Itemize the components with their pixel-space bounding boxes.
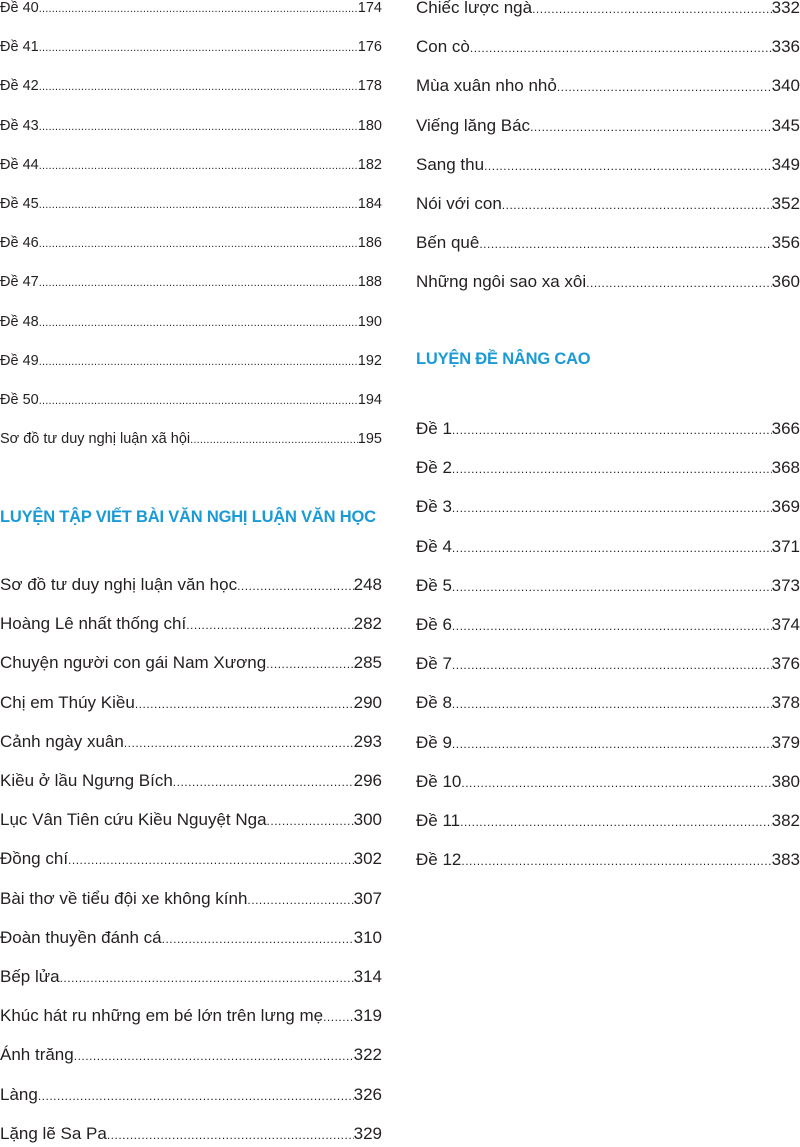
toc-entry bbox=[416, 419, 800, 439]
toc-dot-leader bbox=[39, 42, 358, 54]
toc-entry-title: Đề 10 bbox=[416, 771, 462, 791]
toc-entry bbox=[0, 392, 382, 408]
toc-entry-title: Viếng lăng Bác bbox=[416, 115, 531, 135]
toc-entry-title: Con cò bbox=[416, 37, 470, 57]
toc-entry bbox=[0, 693, 382, 713]
toc-entry bbox=[0, 274, 382, 290]
toc-dot-leader bbox=[68, 853, 354, 867]
toc-entry-page: 356 bbox=[771, 233, 800, 253]
toc-entry-title: Những ngôi sao xa xôi bbox=[416, 272, 587, 292]
toc-dot-leader bbox=[190, 434, 358, 446]
toc-entry-title: Đề 44 bbox=[0, 156, 39, 173]
toc-entry-page: 192 bbox=[357, 352, 382, 369]
toc-entry-title: Đề 43 bbox=[0, 117, 39, 134]
toc-entry-page: 366 bbox=[771, 419, 800, 438]
toc-entry-title: Lặng lẽ Sa Pa bbox=[0, 1123, 107, 1143]
toc-entry bbox=[416, 772, 800, 792]
toc-entry-page: 190 bbox=[357, 313, 382, 330]
toc-entry-title: Đề 3 bbox=[416, 497, 452, 517]
toc-entry bbox=[0, 353, 382, 369]
toc-dot-leader bbox=[237, 579, 354, 593]
toc-entry-page: 186 bbox=[357, 235, 382, 252]
toc-dot-leader bbox=[461, 776, 771, 790]
toc-dot-leader bbox=[39, 356, 358, 368]
toc-entry-title: Bến quê bbox=[416, 233, 480, 253]
section-heading-literature-essay: LUYỆN TẬP VIẾT BÀI VĂN NGHỊ LUẬN VĂN HỌC bbox=[0, 508, 376, 526]
toc-entry bbox=[416, 576, 800, 596]
toc-dot-leader bbox=[186, 618, 353, 632]
toc-dot-leader bbox=[479, 237, 771, 251]
toc-entry-page: 332 bbox=[771, 0, 800, 17]
toc-entry-page: 329 bbox=[353, 1123, 382, 1143]
toc-entry-page: 307 bbox=[353, 888, 382, 908]
toc-entry-page: 379 bbox=[771, 732, 800, 752]
toc-entry-page: 282 bbox=[353, 614, 382, 634]
toc-dot-leader bbox=[586, 276, 771, 290]
toc-entry bbox=[416, 811, 800, 831]
toc-entry bbox=[0, 889, 382, 909]
toc-dot-leader bbox=[461, 854, 771, 868]
toc-entry bbox=[416, 615, 800, 635]
toc-entry-title: Đề 41 bbox=[0, 39, 39, 56]
toc-entry bbox=[416, 194, 800, 214]
toc-dot-leader bbox=[39, 81, 358, 93]
toc-dot-leader bbox=[173, 775, 354, 789]
toc-entry bbox=[0, 575, 382, 595]
toc-dot-leader bbox=[74, 1049, 354, 1063]
toc-entry-title: Đề 6 bbox=[416, 615, 452, 634]
toc-entry-title: Cảnh ngày xuân bbox=[0, 731, 124, 751]
toc-dot-leader bbox=[39, 199, 358, 211]
toc-entry bbox=[0, 1085, 382, 1105]
toc-entry-page: 174 bbox=[357, 0, 382, 16]
toc-entry bbox=[416, 458, 800, 478]
toc-entry bbox=[0, 653, 382, 673]
toc-entry bbox=[0, 235, 382, 251]
toc-entry-page: 178 bbox=[357, 78, 382, 95]
toc-dot-leader bbox=[39, 395, 358, 407]
toc-dot-leader bbox=[39, 277, 358, 289]
toc-entry bbox=[0, 0, 382, 16]
toc-entry bbox=[0, 431, 382, 447]
toc-entry-title: Lục Vân Tiên cứu Kiều Nguyệt Nga bbox=[0, 810, 267, 830]
toc-entry-title: Đoàn thuyền đánh cá bbox=[0, 927, 162, 947]
toc-entry-page: 310 bbox=[353, 927, 382, 947]
toc-dot-leader bbox=[532, 2, 772, 16]
toc-entry-page: 188 bbox=[357, 274, 382, 291]
toc-dot-leader bbox=[452, 462, 772, 476]
toc-entry bbox=[0, 196, 382, 212]
toc-entry-title: Sơ đồ tư duy nghị luận văn học bbox=[0, 575, 238, 594]
toc-entry bbox=[0, 1124, 382, 1144]
toc-dot-leader bbox=[323, 1010, 354, 1024]
toc-entry bbox=[0, 928, 382, 948]
toc-entry bbox=[0, 157, 382, 173]
toc-entry-page: 290 bbox=[353, 692, 382, 712]
toc-entry-title: Đề 40 bbox=[0, 0, 39, 16]
toc-dot-leader bbox=[557, 80, 772, 94]
toc-entry bbox=[416, 272, 800, 292]
toc-entry bbox=[0, 118, 382, 134]
toc-entry-title: Chiếc lược ngà bbox=[416, 0, 533, 17]
toc-entry-title: Đề 49 bbox=[0, 352, 39, 369]
toc-dot-leader bbox=[452, 658, 772, 672]
toc-dot-leader bbox=[470, 41, 772, 55]
toc-dot-leader bbox=[452, 423, 772, 437]
toc-dot-leader bbox=[502, 198, 772, 212]
toc-entry-page: 378 bbox=[771, 693, 800, 713]
toc-entry bbox=[416, 0, 800, 18]
toc-entry bbox=[0, 732, 382, 752]
toc-dot-leader bbox=[124, 736, 354, 750]
toc-entry-title: Đề 1 bbox=[416, 419, 452, 438]
toc-entry-page: 340 bbox=[771, 76, 800, 96]
toc-entry-title: Đề 7 bbox=[416, 654, 452, 674]
toc-entry-page: 345 bbox=[771, 115, 800, 135]
toc-entry bbox=[416, 76, 800, 96]
toc-entry-title: Chuyện người con gái Nam Xương bbox=[0, 653, 267, 673]
toc-dot-leader bbox=[266, 657, 353, 671]
toc-entry-page: 180 bbox=[357, 117, 382, 134]
toc-dot-leader bbox=[452, 697, 772, 711]
toc-entry-title: Chị em Thúy Kiều bbox=[0, 692, 135, 712]
toc-entry-title: Bếp lửa bbox=[0, 967, 60, 986]
toc-entry bbox=[416, 116, 800, 136]
toc-entry-title: Ánh trăng bbox=[0, 1045, 74, 1065]
toc-dot-leader bbox=[60, 971, 354, 985]
toc-dot-leader bbox=[452, 541, 772, 555]
toc-dot-leader bbox=[39, 238, 358, 250]
toc-entry-page: 368 bbox=[771, 458, 800, 478]
toc-entry bbox=[0, 810, 382, 830]
toc-dot-leader bbox=[460, 815, 772, 829]
toc-entry-page: 380 bbox=[771, 771, 800, 791]
toc-dot-leader bbox=[452, 737, 772, 751]
toc-entry bbox=[416, 693, 800, 713]
toc-dot-leader bbox=[267, 814, 354, 828]
toc-entry bbox=[416, 537, 800, 557]
toc-entry-title: Sơ đồ tư duy nghị luận xã hội bbox=[0, 431, 191, 448]
toc-entry bbox=[416, 497, 800, 517]
toc-entry-title: Đề 50 bbox=[0, 392, 39, 408]
toc-entry-page: 248 bbox=[353, 575, 382, 594]
toc-entry bbox=[0, 967, 382, 987]
toc-entry-page: 352 bbox=[771, 194, 800, 213]
toc-entry-page: 326 bbox=[353, 1084, 382, 1104]
toc-entry bbox=[0, 314, 382, 330]
toc-entry bbox=[0, 849, 382, 869]
toc-entry bbox=[0, 78, 382, 94]
toc-entry-title: Đề 8 bbox=[416, 693, 452, 713]
toc-entry-page: 322 bbox=[353, 1045, 382, 1065]
toc-entry-page: 383 bbox=[771, 850, 800, 870]
toc-entry-page: 371 bbox=[771, 536, 800, 556]
toc-entry-title: Đề 48 bbox=[0, 313, 39, 330]
section-heading-advanced-exams: LUYỆN ĐỀ NÂNG CAO bbox=[416, 350, 591, 368]
toc-dot-leader bbox=[39, 3, 358, 15]
toc-dot-leader bbox=[39, 317, 358, 329]
toc-entry-title: Đề 9 bbox=[416, 732, 452, 752]
toc-entry-title: Đề 11 bbox=[416, 811, 461, 830]
toc-entry-page: 360 bbox=[771, 272, 800, 292]
toc-dot-leader bbox=[530, 120, 772, 134]
toc-entry-page: 176 bbox=[357, 39, 382, 56]
toc-entry-title: Đề 12 bbox=[416, 850, 462, 870]
toc-entry bbox=[416, 850, 800, 870]
toc-entry-page: 336 bbox=[771, 37, 800, 57]
toc-entry-page: 382 bbox=[771, 811, 800, 830]
toc-entry-title: Đề 2 bbox=[416, 458, 452, 478]
toc-entry-page: 293 bbox=[353, 731, 382, 751]
toc-entry-page: 302 bbox=[353, 849, 382, 869]
toc-entry bbox=[0, 771, 382, 791]
toc-dot-leader bbox=[162, 932, 354, 946]
toc-entry bbox=[416, 233, 800, 253]
toc-dot-leader bbox=[39, 160, 358, 172]
toc-dot-leader bbox=[38, 1089, 354, 1103]
toc-entry-title: Đề 46 bbox=[0, 235, 39, 252]
toc-entry-page: 373 bbox=[771, 575, 800, 595]
toc-dot-leader bbox=[484, 159, 772, 173]
toc-entry-page: 376 bbox=[771, 654, 800, 674]
toc-entry-page: 314 bbox=[353, 967, 382, 986]
toc-entry-title: Đề 47 bbox=[0, 274, 39, 291]
toc-entry-title: Sang thu bbox=[416, 154, 485, 174]
toc-entry-title: Khúc hát ru những em bé lớn trên lưng mẹ bbox=[0, 1006, 324, 1026]
toc-entry bbox=[0, 39, 382, 55]
toc-entry-page: 195 bbox=[357, 431, 382, 448]
toc-entry bbox=[0, 1045, 382, 1065]
toc-entry-page: 300 bbox=[353, 810, 382, 830]
toc-dot-leader bbox=[107, 1128, 354, 1142]
toc-entry-title: Đồng chí bbox=[0, 849, 69, 869]
toc-entry-page: 184 bbox=[357, 196, 382, 212]
toc-entry-page: 182 bbox=[357, 156, 382, 173]
toc-entry bbox=[0, 614, 382, 634]
toc-entry bbox=[416, 155, 800, 175]
toc-dot-leader bbox=[452, 580, 772, 594]
toc-dot-leader bbox=[135, 697, 354, 711]
toc-dot-leader bbox=[39, 121, 358, 133]
toc-entry-title: Đề 5 bbox=[416, 575, 452, 595]
toc-entry-page: 374 bbox=[771, 615, 800, 634]
toc-entry-title: Đề 42 bbox=[0, 78, 39, 95]
toc-entry-title: Làng bbox=[0, 1084, 38, 1104]
toc-dot-leader bbox=[452, 501, 772, 515]
toc-entry-title: Đề 4 bbox=[416, 536, 452, 556]
toc-entry-title: Kiều ở lầu Ngưng Bích bbox=[0, 771, 173, 790]
toc-entry-title: Mùa xuân nho nhỏ bbox=[416, 76, 557, 96]
toc-entry-page: 349 bbox=[771, 154, 800, 174]
toc-dot-leader bbox=[247, 893, 353, 907]
toc-entry-page: 296 bbox=[353, 771, 382, 790]
toc-entry-page: 194 bbox=[357, 392, 382, 408]
toc-entry-page: 319 bbox=[353, 1006, 382, 1026]
toc-dot-leader bbox=[452, 619, 772, 633]
toc-entry-title: Hoàng Lê nhất thống chí bbox=[0, 614, 187, 634]
toc-entry bbox=[0, 1006, 382, 1026]
toc-entry-title: Bài thơ về tiểu đội xe không kính bbox=[0, 888, 248, 908]
toc-entry-title: Nói với con bbox=[416, 194, 502, 213]
toc-entry bbox=[416, 37, 800, 57]
toc-entry bbox=[416, 654, 800, 674]
toc-entry-page: 369 bbox=[771, 497, 800, 517]
toc-entry bbox=[416, 733, 800, 753]
toc-entry-title: Đề 45 bbox=[0, 196, 39, 212]
toc-entry-page: 285 bbox=[353, 653, 382, 673]
